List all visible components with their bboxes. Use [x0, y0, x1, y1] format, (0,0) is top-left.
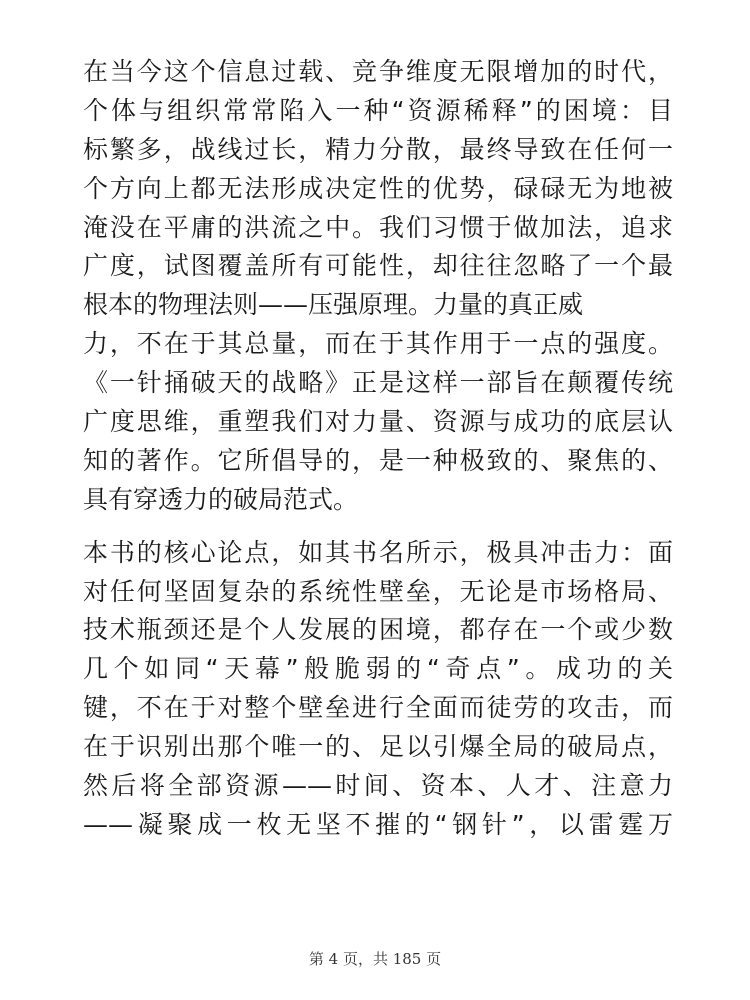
- text-line: 知的著作。它所倡导的，是一种极致的、聚焦的、: [83, 445, 673, 475]
- text-line: 个体与组织常常陷入一种“资源稀释”的困境：目: [83, 95, 673, 125]
- text-line: 技术瓶颈还是个人发展的困境，都存在一个或少数: [83, 615, 673, 645]
- text-line: 广度思维，重塑我们对力量、资源与成功的底层认: [83, 407, 673, 437]
- text-line: 对任何坚固复杂的系统性壁垒，无论是市场格局、: [83, 576, 673, 606]
- text-line: 本书的核心论点，如其书名所示，极具冲击力：面: [83, 537, 673, 567]
- text-line: 然后将全部资源——时间、资本、人才、注意力: [83, 771, 673, 801]
- text-line: 键，不在于对整个壁垒进行全面而徒劳的攻击，而: [83, 693, 673, 723]
- text-line: 几个如同“天幕”般脆弱的“奇点”。成功的关: [83, 654, 673, 684]
- text-line: 广度，试图覆盖所有可能性，却往往忽略了一个最: [83, 251, 673, 281]
- text-line: ——凝聚成一枚无坚不摧的“钢针”，以雷霆万: [83, 809, 673, 839]
- text-line: 力，不在于其总量，而在于其作用于一点的强度。: [83, 329, 673, 359]
- text-line: 具有穿透力的破局范式。: [83, 484, 359, 514]
- paragraph-gap: [83, 520, 673, 534]
- text-line: 标繁多，战线过长，精力分散，最终导致在任何一: [83, 134, 673, 164]
- text-line: 在于识别出那个唯一的、足以引爆全局的破局点，: [83, 732, 673, 762]
- paragraph-2: [83, 534, 673, 845]
- body-text: [83, 53, 673, 845]
- text-line: 淹没在平庸的洪流之中。我们习惯于做加法，追求: [83, 212, 673, 242]
- text-line: 个方向上都无法形成决定性的优势，碌碌无为地被: [83, 173, 673, 203]
- text-line: 在当今这个信息过载、竞争维度无限增加的时代，: [83, 57, 673, 86]
- text-line: 根本的物理法则——压强原理。力量的真正威: [83, 290, 584, 320]
- text-line: 《一针捅破天的战略》正是这样一部旨在颠覆传统: [83, 368, 673, 398]
- paragraph-1: [83, 53, 673, 520]
- page-number-footer: 第 4 页，共 185 页: [308, 950, 442, 968]
